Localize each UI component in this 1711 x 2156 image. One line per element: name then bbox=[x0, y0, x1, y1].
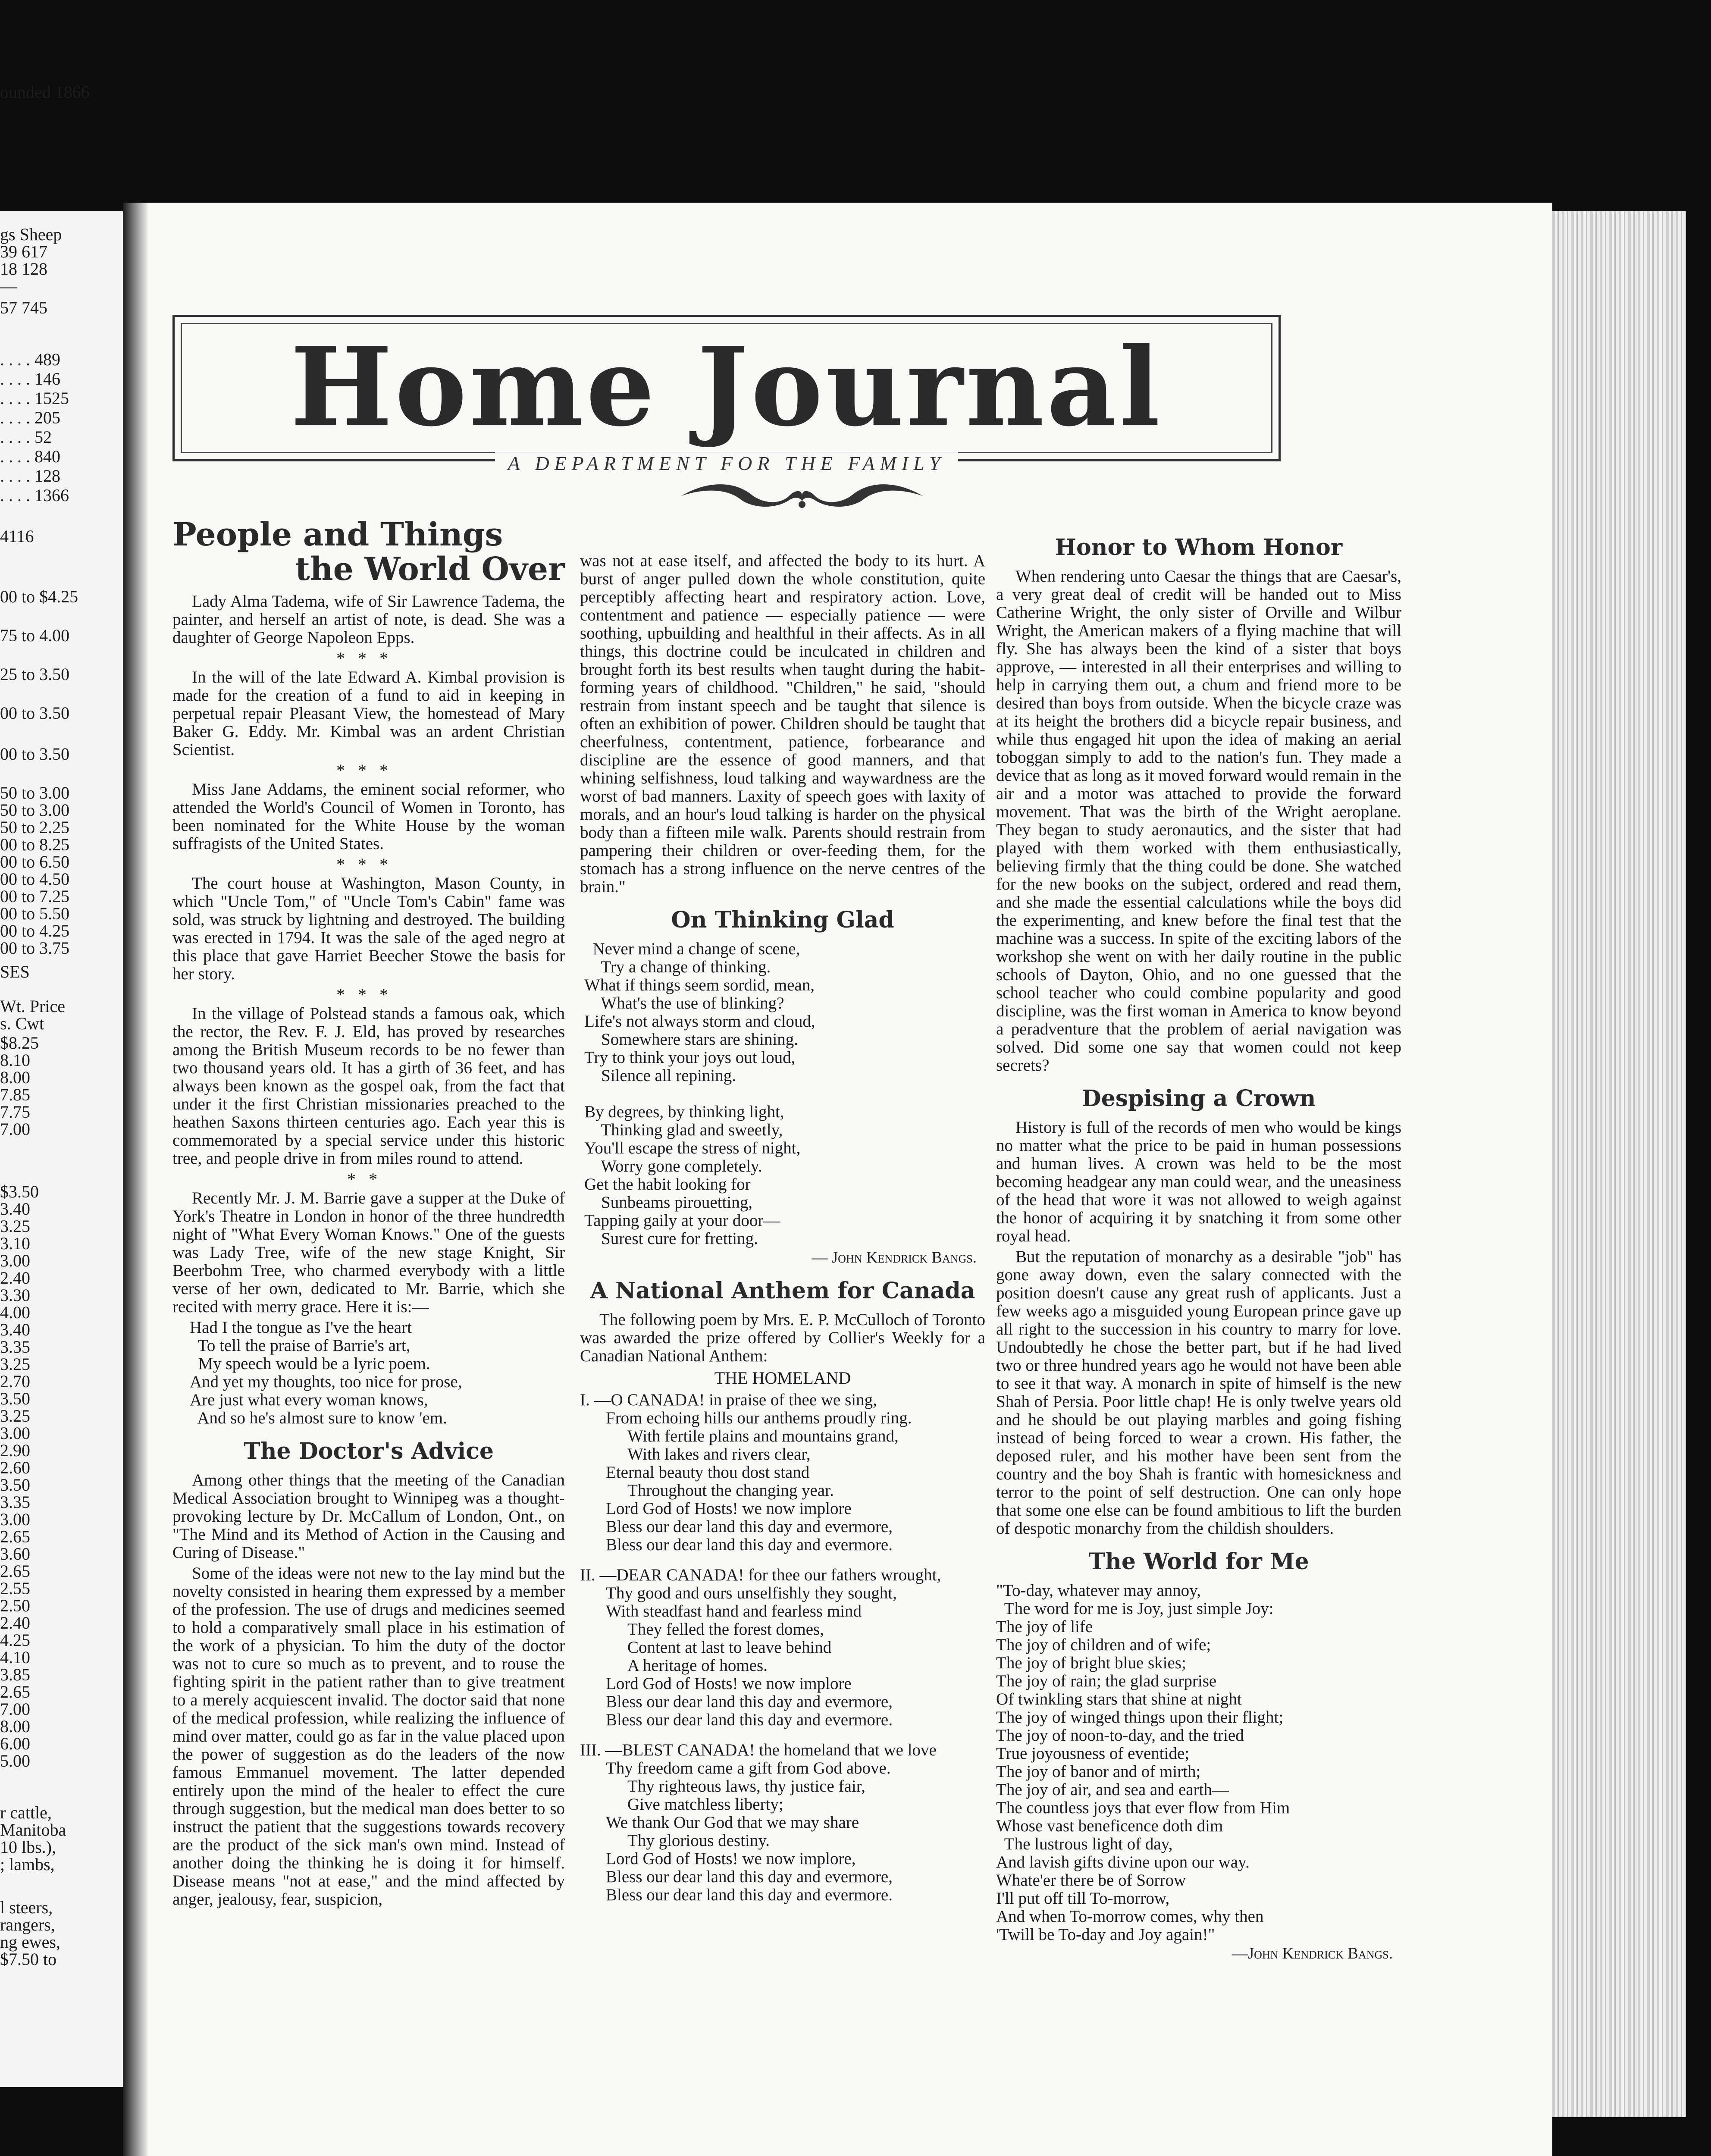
left-page-line: 18 128 bbox=[0, 259, 47, 279]
verse-barrie: Had I the tongue as I've the heart To tell the praise of Barrie's art, My speech would be a lyric poem. And yet my thoughts, too nice for prose, Are just what every woman knows, And so he's almost sure to know 'em. bbox=[190, 1318, 462, 1427]
verse-world-for-me: "To-day, whatever may annoy, The word for me is Joy, just simple Joy: The joy of life The joy of children and of wife; The joy of bright blue skies; The joy of rain; the glad surprise Of twinkling stars that shine at night The joy of winged things upon their flight; The joy of noon-to-day, and the tried True joyousness of eventide; The joy of banor and of mirth; The joy of air, and sea and earth— The countless joys that ever flow from Him Whose vast beneficence doth dim The lustrous light of day, And lavish gifts divine upon our way. Whate'er there be of Sorrow I'll put off till To-morrow, And when To-morrow comes, why then 'Twill be To-day and Joy again!" bbox=[996, 1581, 1290, 1944]
section-divider: ** bbox=[347, 1169, 390, 1189]
stanza-line: Lord God of Hosts! we now implore, bbox=[606, 1849, 856, 1868]
attribution-bangs-2: —John Kendrick Bangs. bbox=[1232, 1945, 1393, 1962]
paragraph-mind-matter: Some of the ideas were not new to the lay mind but the novelty consisted in hearing them expressed by a member of the profession. The use of drugs and medicines seemed to hold a comparatively small place in his estimation of the work of a physician. To him the duty of the doctor was not to cure so much as to prevent, and to rouse the fighting spirit in the patient rather than to give treatment to a merely acquiescent invalid. The doctor said that none of the medical profession, while realizing the influence of mind over matter, could go as far in the value placed upon the power of suggestion as do the leaders of the now famous Emmanuel movement. The latter depended entirely upon the mind of the healer to effect the cure through suggestion, but the medical man does better to so instruct the patient that the suggestions towards recovery are the product of the sick man's own mind. Instead of another doing the thinking he is doing it for himself. Disease means "not at ease," and the mind affected by anger, jealousy, fear, suspicion, bbox=[172, 1564, 565, 1908]
paragraph-medical-association: Among other things that the meeting of the Canadian Medical Association brought to Winnipeg was a thought-provoking lecture by Dr. McCallum of London, Ont., on "The Mind and its Method of Action in the Causing and Curing of Disease." bbox=[172, 1471, 565, 1562]
left-page-line: 4.10 bbox=[0, 1648, 30, 1667]
left-page-line: 3.25 bbox=[0, 1406, 30, 1426]
left-page-line: 6.00 bbox=[0, 1734, 30, 1753]
left-page-line: — bbox=[0, 276, 17, 296]
left-page-line: 2.60 bbox=[0, 1458, 30, 1477]
paragraph-catherine-wright: When rendering unto Caesar the things that are Caesar's, a very great deal of credit will be handed out to Miss Catherine Wright, the only sister of Orville and Wilbur Wright, the American makers of a flying machine that will fly. She has always been the kind of a sister that boys approve, — interested in all their enterprises and willing to help in carrying them out, a chum and friend more to be desired than boys from outside. When the bicycle craze was at its height the brothers did a bicycle repair business, and while thus engaged hit upon the idea of making an aerial toboggan simply to add to the nation's fun. They made a device that as long as it moved forward would remain in the air and a motor was attached to provide the forward movement. That was the birth of the Wright aeroplane. They began to study aeronautics, and the sister that had played with them worked with them enthusiastically, believing firmly that the thing could be done. She watched for the new books on the subject, ordered and read them, and she made the essential calculations while the boys did the experimenting, and knew before the final test that the machine was a success. In spite of the exciting labors of the workshop she went on with her daily routine in the public schools of Dayton, Ohio, and no one guessed that the school teacher who could combine popularity and good discipline, was the first woman in America to know beyond a peradventure that the problem of aerial navigation was solved. Did some one say that women could not keep secrets? bbox=[996, 567, 1401, 1075]
left-page-line: 00 to 5.50 bbox=[0, 904, 70, 923]
stanza-line: Bless our dear land this day and evermore, bbox=[606, 1517, 893, 1536]
stanza-line: With steadfast hand and fearless mind bbox=[606, 1602, 862, 1620]
left-page-line: 8.00 bbox=[0, 1717, 30, 1736]
left-page-line: 2.40 bbox=[0, 1268, 30, 1288]
left-page-line: r cattle, bbox=[0, 1803, 52, 1822]
left-page-line: 2.40 bbox=[0, 1613, 30, 1633]
left-page-line: 50 to 2.25 bbox=[0, 818, 70, 837]
stanza-line: Throughout the changing year. bbox=[627, 1481, 834, 1500]
left-page-line: 4.00 bbox=[0, 1303, 30, 1322]
left-page-line: . . . . 52 bbox=[0, 427, 52, 447]
section-divider: *** bbox=[336, 649, 401, 668]
paragraph-tadema: Lady Alma Tadema, wife of Sir Lawrence Tadema, the painter, and herself an artist of note, is dead. She was a daughter of George Napoleon Epps. bbox=[172, 592, 565, 647]
paragraph-barrie: Recently Mr. J. M. Barrie gave a supper at the Duke of York's Theatre in London in honor of the three hundredth night of "What Every Woman Knows." One of the guests was Lady Tree, wife of the new stage Knight, Sir Beerbohm Tree, who charmed everybody with a little verse of her own, dedicated to Mr. Barrie, which she recited with merry grace. Here it is:— bbox=[172, 1189, 565, 1316]
left-page-line: . . . . 1525 bbox=[0, 389, 69, 408]
stanza-line: Bless our dear land this day and evermore. bbox=[606, 1886, 893, 1904]
stanza-line: II. —DEAR CANADA! for thee our fathers wrought, bbox=[580, 1566, 941, 1584]
paragraph-history-kings: History is full of the records of men who would be kings no matter what the price to be paid in human possessions and human lives. A crown was held to be the most becoming headgear any man could wear, and the uneasiness of the head that wore it was not allowed to weigh against the honor of acquiring it by snatching it from some other royal head. bbox=[996, 1118, 1401, 1245]
left-page-line: l steers, bbox=[0, 1898, 53, 1917]
left-page-line: 2.65 bbox=[0, 1682, 30, 1702]
masthead-subtitle bbox=[172, 452, 1281, 475]
previous-page-edge bbox=[0, 82, 129, 2087]
left-page-line: 00 to 3.50 bbox=[0, 744, 70, 764]
heading-world-for-me: The World for Me bbox=[1088, 1548, 1309, 1575]
left-page-line: Wt. Price bbox=[0, 997, 66, 1016]
heading-honor-to-whom-honor: Honor to Whom Honor bbox=[1055, 534, 1343, 561]
left-page-line: $8.25 bbox=[0, 1033, 39, 1053]
left-page-line: . . . . 146 bbox=[0, 369, 60, 389]
stanza-line: From echoing hills our anthems proudly ring. bbox=[606, 1409, 912, 1427]
left-page-line: s. Cwt bbox=[0, 1014, 44, 1033]
left-page-line: 3.40 bbox=[0, 1199, 30, 1219]
left-page-line: 00 to 6.50 bbox=[0, 852, 70, 871]
left-page-line: 25 to 3.50 bbox=[0, 664, 70, 684]
paragraph-kimbal: In the will of the late Edward A. Kimbal provision is made for the creation of a fund to aid in keeping in perpetual repair Pleasant View, the homestead of Mary Baker G. Eddy. Mr. Kimbal was an ardent Christian Scientist. bbox=[172, 668, 565, 759]
left-page-line: Manitoba bbox=[0, 1820, 66, 1839]
left-page-line: 3.00 bbox=[0, 1423, 30, 1443]
section-divider: *** bbox=[336, 855, 401, 874]
verse-thinking-glad: Never mind a change of scene, Try a change of thinking. What if things seem sordid, mean, What's the use of blinking? Life's not always storm and cloud, Somewhere stars are shining. Try to think your joys out loud, Silence all repining. By degrees, by thinking light, Thinking glad and sweetly, You'll escape the stress of night, Worry gone completely. Get the habit looking for Sunbeams pirouetting, Tapping gaily at your door— Surest cure for fretting. bbox=[584, 940, 815, 1248]
left-page-line: 7.00 bbox=[0, 1699, 30, 1719]
stanza-line: Bless our dear land this day and evermore, bbox=[606, 1692, 893, 1711]
left-page-line: 3.30 bbox=[0, 1285, 30, 1305]
left-page-line: 57 745 bbox=[0, 298, 47, 317]
left-page-line: 3.00 bbox=[0, 1251, 30, 1270]
stanza-3 bbox=[580, 1741, 985, 1904]
stanza-line: Lord God of Hosts! we now implore bbox=[606, 1674, 852, 1693]
left-page-line: ounded 1866 bbox=[0, 82, 90, 102]
paragraph-shah-of-persia: But the reputation of monarchy as a desirable "job" has gone away down, even the salary connected with the position doesn't cause any great rush of applicants. Just a few weeks ago a misguided young European prince gave up all right to the succession in his country to marry for love. Undoubtedly he chose the better part, but if he had lived two or three hundred years ago he would not have been able to see it that way. A monarch in spite of himself is the new Shah of Persia. Poor little chap! He is only twelve years old and he should be out playing marbles and going fishing instead of being forced to wear a crown. His father, the deposed ruler, and his mother have been sent from the country and the boy Shah is frantic with homesickness and terror to the point of self destruction. One can only hope that some one else can be found ambitious to lift the burden of despotic monarchy from the childish shoulders. bbox=[996, 1247, 1401, 1538]
left-page-line: 2.70 bbox=[0, 1372, 30, 1391]
left-page-line: 8.00 bbox=[0, 1068, 30, 1087]
stanza-line: With lakes and rivers clear, bbox=[627, 1445, 811, 1463]
stanza-line: Bless our dear land this day and evermore. bbox=[606, 1711, 893, 1729]
left-page-line: 75 to 4.00 bbox=[0, 626, 70, 645]
left-page-line: . . . . 1366 bbox=[0, 486, 69, 505]
column-right bbox=[996, 517, 1401, 1963]
stanza-line: Bless our dear land this day and evermore. bbox=[606, 1536, 893, 1554]
stanza-line: Thy glorious destiny. bbox=[627, 1831, 770, 1850]
left-page-line: . . . . 128 bbox=[0, 466, 60, 486]
column-middle bbox=[580, 517, 985, 1916]
stanza-line: Lord God of Hosts! we now implore bbox=[606, 1499, 852, 1518]
stanza-line: Thy good and ours unselfishly they sought, bbox=[606, 1584, 897, 1602]
heading-on-thinking-glad: On Thinking Glad bbox=[671, 907, 894, 933]
left-page-line: 3.40 bbox=[0, 1320, 30, 1339]
left-page-line: 10 lbs.), bbox=[0, 1837, 56, 1857]
stanza-line: I. —O CANADA! in praise of thee we sing, bbox=[580, 1391, 877, 1409]
left-page-line: 50 to 3.00 bbox=[0, 800, 70, 820]
stanza-line: Content at last to leave behind bbox=[627, 1638, 832, 1657]
section-divider: *** bbox=[336, 985, 401, 1004]
left-page-line: 00 to $4.25 bbox=[0, 587, 78, 606]
paragraph-court-house: The court house at Washington, Mason County, in which "Uncle Tom," of "Uncle Tom's Cabin" fame was sold, was struck by lightning and destroyed. The building was erected in 1794. It was the sale of the aged negro at this place that gave Harriet Beecher Stowe the basis for her story. bbox=[172, 874, 565, 983]
left-page-line: 3.85 bbox=[0, 1665, 30, 1684]
heading-line-2: the World Over bbox=[295, 551, 565, 588]
left-page-line: 00 to 3.50 bbox=[0, 703, 70, 723]
left-page-line: 7.85 bbox=[0, 1085, 30, 1104]
left-page-line: 00 to 7.25 bbox=[0, 887, 70, 906]
paragraph-anthem-intro: The following poem by Mrs. E. P. McCulloch of Toronto was awarded the prize offered by Collier's Weekly for a Canadian National Anthem: bbox=[580, 1310, 985, 1365]
left-page-line: 8.10 bbox=[0, 1050, 30, 1070]
left-page-line: 7.00 bbox=[0, 1119, 30, 1139]
left-page-line: . . . . 489 bbox=[0, 350, 60, 369]
left-page-line: $3.50 bbox=[0, 1182, 39, 1201]
heading-despising-a-crown: Despising a Crown bbox=[1081, 1085, 1316, 1112]
paragraph-addams: Miss Jane Addams, the eminent social reformer, who attended the World's Council of Women in Toronto, has been nominated for the White House by the woman suffragists of the United States. bbox=[172, 780, 565, 853]
left-page-line: 3.35 bbox=[0, 1337, 30, 1357]
stanza-line: With fertile plains and mountains grand, bbox=[627, 1427, 899, 1445]
left-page-line: 2.55 bbox=[0, 1579, 30, 1598]
heading-doctors-advice: The Doctor's Advice bbox=[244, 1438, 494, 1464]
left-page-line: ; lambs, bbox=[0, 1855, 55, 1874]
left-page-line: gs Sheep bbox=[0, 225, 62, 244]
masthead-subtitle-text: A DEPARTMENT FOR THE FAMILY bbox=[495, 452, 959, 474]
stanza-line: Eternal beauty thou dost stand bbox=[606, 1463, 810, 1482]
left-page-line: 00 to 8.25 bbox=[0, 835, 70, 854]
left-page-line: 3.35 bbox=[0, 1492, 30, 1512]
stanza-line: III. —BLEST CANADA! the homeland that we love bbox=[580, 1741, 937, 1759]
left-page-line: SES bbox=[0, 962, 30, 981]
column-people-and-things bbox=[172, 517, 565, 1911]
scroll-ornament-icon bbox=[673, 481, 931, 511]
binding-shadow bbox=[123, 203, 149, 2156]
left-page-line: 3.10 bbox=[0, 1234, 30, 1253]
stanza-line: A heritage of homes. bbox=[627, 1656, 768, 1675]
masthead-title: Home Journal bbox=[290, 323, 1163, 450]
section-divider: *** bbox=[336, 761, 401, 780]
stanza-line: Bless our dear land this day and evermore, bbox=[606, 1868, 893, 1886]
left-page-line: 4.25 bbox=[0, 1630, 30, 1650]
left-page-line: rangers, bbox=[0, 1915, 55, 1934]
left-page-line: 00 to 4.25 bbox=[0, 921, 70, 940]
left-page-line: 2.50 bbox=[0, 1596, 30, 1615]
paragraph-polstead-oak: In the village of Polstead stands a famous oak, which the rector, the Rev. F. J. Eld, has proved by researches among the British Museum records to be no fewer than two thousand years old. It has a girth of 36 feet, and has always been known as the gospel oak, from the fact that under it the first Christian missionaries preached to the heathen Saxons thirteen centuries ago. Each year this is commemorated by a special service under this historic tree, and people drive in from miles round to attend. bbox=[172, 1004, 565, 1168]
stanza-line: We thank Our God that we may share bbox=[606, 1813, 859, 1832]
left-page-line: ng ewes, bbox=[0, 1932, 60, 1952]
left-page-line: 2.90 bbox=[0, 1441, 30, 1460]
paragraph-continued-doctor: was not at ease itself, and affected the body to its hurt. A burst of anger pulled down the whole constitution, quite perceptibly affecting heart and respiratory action. Love, contentment and patience — especially patience — were soothing, upbuilding and healthful in their affects. As in all things, this doctrine could be inculcated in children and brought forth its best results when taught during the habit-forming years of childhood. "Children," he said, "should restrain from instant speech and be taught that silence is often an exhibition of power. Children should be taught that cheerfulness, contentment, patience, forbearance and discipline are the essence of good manners, and that whining selfishness, loud talking and waywardness are the worst of bad manners. Laxity of speech goes with laxity of morals, and an hour's loud talking is harder on the physical body than a fifteen mile walk. Parents should restrain from pampering their children or over-feeding them, for the stomach has a strong influence on the nerve centres of the brain." bbox=[580, 552, 985, 896]
left-page-line: 3.25 bbox=[0, 1354, 30, 1374]
poem-title-homeland: THE HOMELAND bbox=[714, 1368, 851, 1388]
left-page-line: 4116 bbox=[0, 526, 34, 546]
page-stack-edge bbox=[1552, 211, 1686, 2117]
stanza-line: Thy righteous laws, thy justice fair, bbox=[627, 1777, 865, 1796]
heading-national-anthem: A National Anthem for Canada bbox=[590, 1278, 975, 1304]
left-page-line: 7.75 bbox=[0, 1102, 30, 1122]
heading-people-and-things bbox=[172, 517, 565, 586]
stanza-1 bbox=[580, 1391, 985, 1554]
left-page-line: 00 to 4.50 bbox=[0, 869, 70, 889]
left-page-line: 5.00 bbox=[0, 1751, 30, 1771]
left-page-line: $7.50 to bbox=[0, 1949, 57, 1969]
left-page-line: . . . . 205 bbox=[0, 408, 60, 427]
heading-line-1: People and Things bbox=[172, 516, 503, 553]
masthead bbox=[172, 315, 1285, 496]
left-page-line: 2.65 bbox=[0, 1561, 30, 1581]
left-page-line: 39 617 bbox=[0, 242, 47, 261]
left-page-line: 50 to 3.00 bbox=[0, 783, 70, 802]
stanza-2 bbox=[580, 1566, 985, 1729]
stanza-line: Give matchless liberty; bbox=[627, 1795, 783, 1814]
left-page-line: 3.60 bbox=[0, 1544, 30, 1564]
left-page-line: 3.50 bbox=[0, 1475, 30, 1495]
left-page-line: 3.50 bbox=[0, 1389, 30, 1408]
stanza-line: They felled the forest domes, bbox=[627, 1620, 824, 1639]
left-page-line: . . . . 840 bbox=[0, 447, 60, 466]
left-page-line: 3.25 bbox=[0, 1216, 30, 1236]
attribution-bangs: — John Kendrick Bangs. bbox=[812, 1249, 977, 1266]
left-page-line: 00 to 3.75 bbox=[0, 938, 70, 958]
stanza-line: Thy freedom came a gift from God above. bbox=[606, 1759, 891, 1777]
left-page-line: 3.00 bbox=[0, 1510, 30, 1529]
left-page-line: 2.65 bbox=[0, 1527, 30, 1546]
